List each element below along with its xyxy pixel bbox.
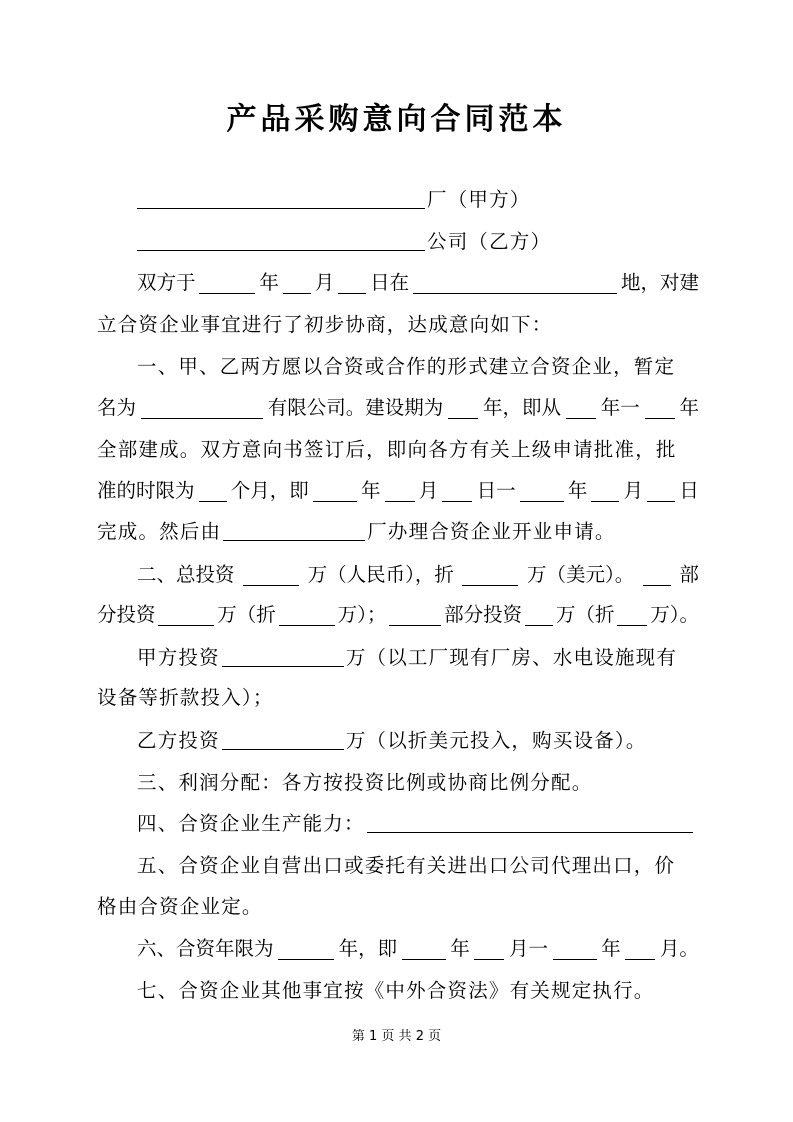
text: 分投资 (97, 603, 156, 626)
text: 准的时限为 (97, 479, 195, 502)
blank-field[interactable] (313, 481, 357, 502)
text: 月一 (509, 937, 549, 960)
document-title: 产品采购意向合同范本 (226, 102, 567, 137)
clause-2-line-2 (97, 600, 699, 630)
blank-field[interactable] (474, 939, 504, 960)
clause-1-line-1: 一、甲、乙两方愿以合资或合作的形式建立合资企业，暂定 (137, 355, 676, 378)
clause-2-line-1 (137, 560, 699, 590)
blank-field[interactable] (413, 273, 617, 294)
clause-5-line-1: 五、合资企业自营出口或委托有关进出口公司代理出口，价 (137, 854, 676, 877)
blank-field[interactable] (442, 481, 472, 502)
text: 年 (259, 271, 279, 294)
text: 四、合资企业生产能力： (137, 812, 365, 835)
text: 年 (450, 937, 470, 960)
text: 月 (314, 271, 335, 294)
blank-field[interactable] (617, 605, 647, 626)
text: 名为 (97, 396, 137, 419)
blank-field[interactable] (283, 273, 311, 294)
party-a-blank[interactable] (137, 188, 425, 209)
blank-field[interactable] (199, 273, 255, 294)
blank-field[interactable] (643, 565, 671, 586)
blank-field[interactable] (223, 520, 365, 541)
text: 完成。然后由 (97, 520, 222, 543)
blank-field[interactable] (389, 605, 441, 626)
blank-field[interactable] (279, 605, 335, 626)
text: 万）。 (650, 603, 699, 626)
text: 年 (601, 937, 621, 960)
text: 日 (679, 479, 699, 502)
party-b-blank[interactable] (137, 230, 425, 251)
text: 地，对建 (620, 271, 699, 294)
blank-field[interactable] (199, 481, 227, 502)
text: 万（人民币），折 (307, 563, 454, 586)
text: 日一 (476, 479, 516, 502)
text: 双方于 (137, 271, 196, 294)
text: 部分投资 (444, 603, 523, 626)
blank-field[interactable] (243, 565, 299, 586)
blank-field[interactable] (222, 646, 344, 667)
blank-field[interactable] (278, 939, 334, 960)
blank-field[interactable] (448, 398, 478, 419)
clause-2-line-3 (137, 643, 699, 673)
blank-field[interactable] (645, 398, 675, 419)
text: 万（美元）。 (527, 563, 635, 586)
text: 月 (418, 479, 439, 502)
clause-6 (137, 934, 699, 964)
intro-line-2: 立合资企业事宜进行了初步协商，达成意向如下： (97, 313, 553, 336)
text: 年 (567, 479, 588, 502)
blank-field[interactable] (222, 729, 344, 750)
blank-field[interactable] (625, 939, 655, 960)
blank-field[interactable] (553, 939, 597, 960)
text: 乙方投资 (137, 729, 220, 752)
intro-line-1 (137, 268, 699, 298)
blank-field[interactable] (520, 481, 564, 502)
blank-field[interactable] (385, 481, 415, 502)
blank-field[interactable] (402, 939, 446, 960)
clause-1-line-2 (97, 393, 699, 423)
clause-3: 三、利润分配：各方按投资比例或协商比例分配。 (137, 771, 593, 794)
text: 年，即 (338, 937, 398, 960)
text: 万（以折美元投入，购买设备）。 (345, 729, 647, 752)
party-b-label: 公司（乙方） (427, 230, 552, 253)
text: 部 (679, 563, 699, 586)
text: 年，即从 (482, 396, 561, 419)
blank-field[interactable] (647, 481, 675, 502)
blank-field[interactable] (591, 481, 619, 502)
clause-1-line-3: 全部建成。双方意向书签订后，即向各方有关上级申请批准，批 (97, 438, 677, 461)
party-a-line (137, 185, 699, 215)
clause-4 (137, 809, 699, 839)
clause-5-line-2: 格由合资企业定。 (97, 895, 263, 918)
clause-2-line-4: 设备等折款投入）； (97, 686, 274, 709)
blank-field[interactable] (158, 605, 214, 626)
text: 万（折 (217, 603, 276, 626)
text: 年 (361, 479, 381, 502)
text: 二、总投资 (137, 563, 235, 586)
blank-field[interactable] (367, 812, 693, 833)
text: 年 (679, 396, 699, 419)
clause-1-line-4 (97, 476, 699, 506)
text: 个月，即 (230, 479, 309, 502)
text: 年一 (600, 396, 640, 419)
blank-field[interactable] (525, 605, 553, 626)
blank-field[interactable] (338, 273, 366, 294)
text: 厂办理合资企业开业申请。 (367, 520, 616, 543)
blank-field[interactable] (141, 398, 263, 419)
clause-7: 七、合资企业其他事宜按《中外合资法》有关规定执行。 (137, 979, 655, 1002)
text: 日在 (370, 271, 410, 294)
text: 六、合资年限为 (137, 937, 274, 960)
clause-2-line-5 (137, 726, 699, 756)
text: 月 (623, 479, 644, 502)
party-a-label: 厂（甲方） (427, 188, 531, 211)
text: 有限公司。建设期为 (267, 396, 444, 419)
clause-1-line-5 (97, 517, 699, 547)
text: 月。 (659, 937, 699, 960)
blank-field[interactable] (462, 565, 518, 586)
party-b-line (137, 227, 699, 257)
text: 甲方投资 (137, 646, 220, 669)
text: 万（折 (555, 603, 615, 626)
blank-field[interactable] (566, 398, 596, 419)
text: 万（以工厂现有厂房、水电设施现有 (345, 646, 678, 669)
text: 万）； (337, 603, 387, 626)
page-footer: 第 1 页 共 2 页 (351, 1029, 442, 1044)
